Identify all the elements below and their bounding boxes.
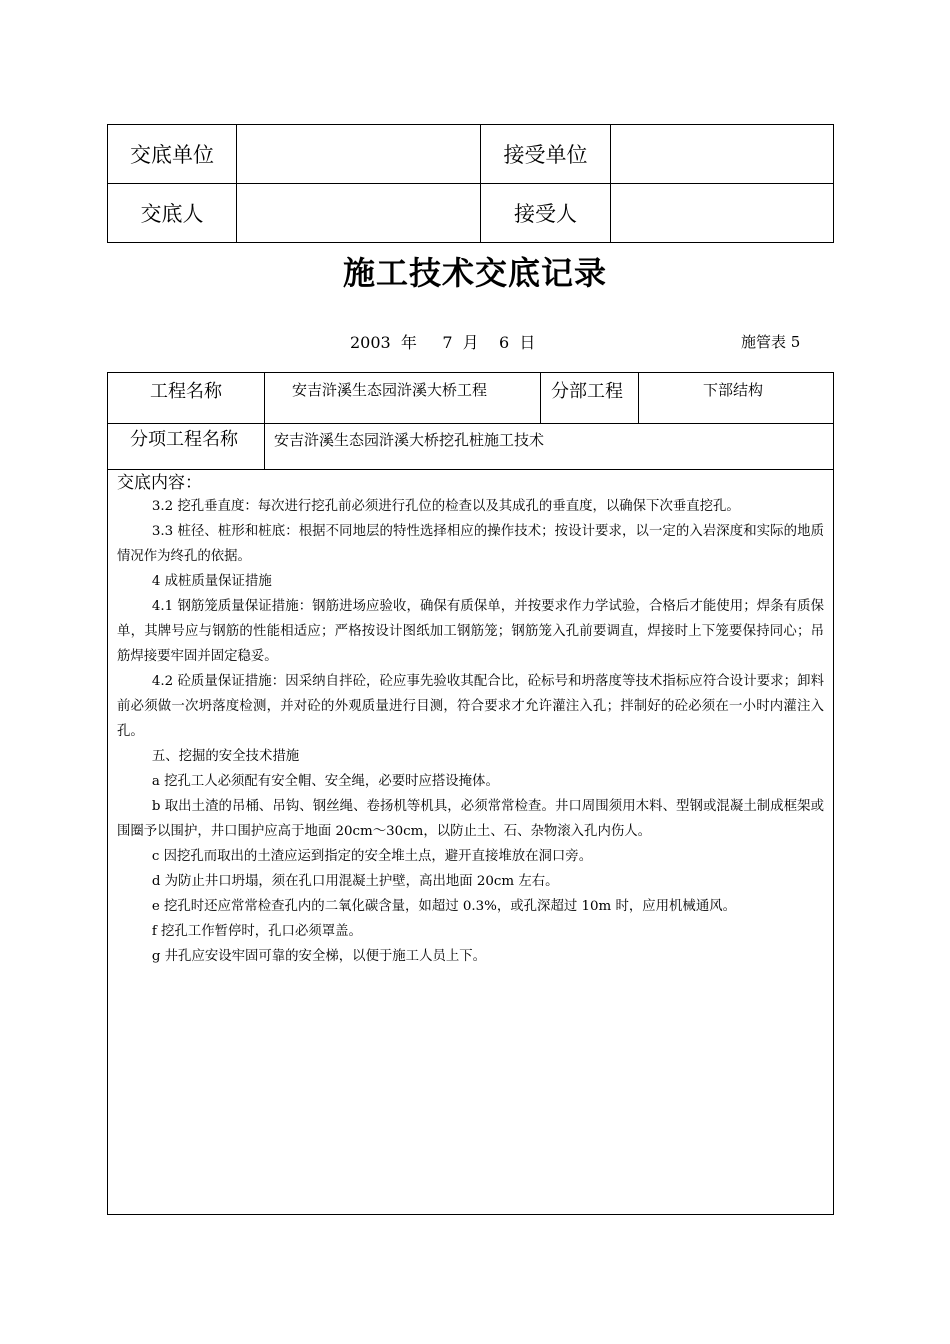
receiving-unit-field[interactable] bbox=[611, 125, 834, 184]
content-paragraph: 4 成桩质量保证措施 bbox=[151, 574, 272, 589]
project-name-label: 工程名称 bbox=[150, 381, 222, 402]
table-row bbox=[108, 184, 834, 243]
disclosure-content bbox=[108, 470, 833, 969]
division-label-cell bbox=[541, 373, 639, 423]
record-date: 2003 年 7 月 6 日 bbox=[350, 333, 536, 352]
content-paragraph: f 挖孔工作暂停时，孔口必须罩盖。 bbox=[151, 924, 362, 939]
content-paragraph: 3.2 挖孔垂直度：每次进行挖孔前必须进行孔位的检查以及其成孔的垂直度，以确保下次垂直挖孔。 bbox=[151, 499, 740, 514]
handover-parties-table bbox=[107, 124, 834, 243]
subitem-row bbox=[108, 423, 833, 470]
discloser-field[interactable] bbox=[237, 184, 481, 243]
division-label: 分部工程 bbox=[551, 381, 623, 402]
receiver-label: 接受人 bbox=[481, 184, 611, 243]
content-paragraph: e 挖孔时还应常常检查孔内的二氧化碳含量，如超过 0.3%，或孔深超过 10m 时，应用机械通风。 bbox=[151, 899, 736, 914]
project-name-cell bbox=[265, 373, 541, 423]
division-value: 下部结构 bbox=[703, 381, 764, 399]
table-row bbox=[108, 125, 834, 184]
discloser-label: 交底人 bbox=[108, 184, 237, 243]
project-row bbox=[108, 373, 833, 424]
disclosing-unit-field[interactable] bbox=[237, 125, 481, 184]
content-paragraph: b 取出土渣的吊桶、吊钩、钢丝绳、卷扬机等机具，必须常常检查。井口周围须用木料、型钢或混凝土制成框架或围圈予以围护，井口围护应高于地面 20cm～30cm，以防止土、石、杂物滚入孔内伤人。 bbox=[117, 799, 824, 839]
content-paragraph: d 为防止井口坍塌，须在孔口用混凝土护壁，高出地面 20cm 左右。 bbox=[151, 874, 559, 889]
content-paragraph: 3.3 桩径、桩形和桩底：根据不同地层的特性选择相应的操作技术；按设计要求，以一定的入岩深度和实际的地质情况作为终孔的依据。 bbox=[117, 524, 824, 564]
content-heading: 交底内容： bbox=[117, 473, 202, 493]
project-name-value: 安吉浒溪生态园浒溪大桥工程 bbox=[292, 381, 488, 399]
page-title: 施工技术交底记录 bbox=[342, 254, 607, 292]
content-paragraph: 4.2 砼质量保证措施：因采纳自拌砼，砼应事先验收其配合比，砼标号和坍落度等技术指标应符合设计要求；卸料前必须做一次坍落度检测，并对砼的外观质量进行目测，符合要求才允许灌注入孔；拌制好的砼必须在一小时内灌注入孔。 bbox=[117, 674, 824, 739]
receiving-unit-label: 接受单位 bbox=[481, 125, 611, 184]
subitem-label-cell bbox=[108, 423, 265, 469]
project-name-label-cell bbox=[108, 373, 265, 423]
subitem-value: 安吉浒溪生态园浒溪大桥挖孔桩施工技术 bbox=[274, 431, 545, 449]
subitem-cell bbox=[265, 423, 833, 469]
content-paragraph: c 因挖孔而取出的土渣应运到指定的安全堆土点，避开直接堆放在洞口旁。 bbox=[151, 849, 593, 864]
subitem-label: 分项工程名称 bbox=[130, 429, 238, 450]
content-paragraph: a 挖孔工人必须配有安全帽、安全绳，必要时应搭设掩体。 bbox=[151, 774, 499, 789]
disclosing-unit-label: 交底单位 bbox=[108, 125, 237, 184]
division-cell bbox=[639, 373, 833, 423]
receiver-field[interactable] bbox=[611, 184, 834, 243]
content-paragraph: 五、挖掘的安全技术措施 bbox=[151, 749, 300, 764]
content-paragraph: 4.1 钢筋笼质量保证措施：钢筋进场应验收，确保有质保单，并按要求作力学试验，合格后才能使用；焊条有质保单，其牌号应与钢筋的性能相适应；严格按设计图纸加工钢筋笼；钢筋笼入孔前要调直，焊接时上下笼要保持同心；吊筋焊接要牢固并固定稳妥。 bbox=[117, 599, 824, 664]
content-paragraph: g 井孔应安设牢固可靠的安全梯，以便于施工人员上下。 bbox=[151, 949, 487, 964]
disclosure-record-form bbox=[107, 372, 834, 1215]
form-number: 施管表 5 bbox=[741, 333, 801, 351]
